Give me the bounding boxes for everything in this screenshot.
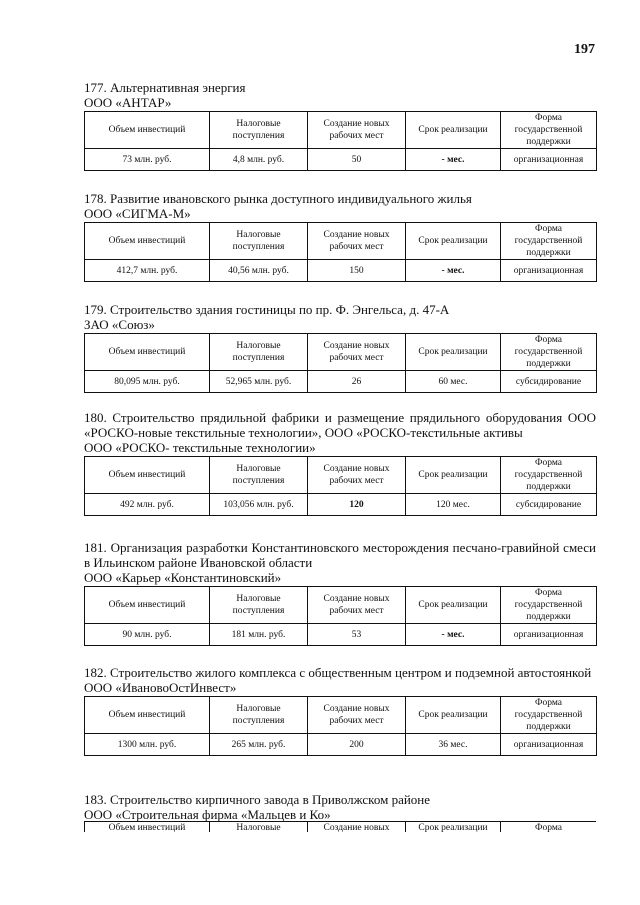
cell-jobs: 120 <box>308 494 406 516</box>
page-number: 197 <box>574 42 595 57</box>
project-org: ООО «АНТАР» <box>84 95 172 110</box>
cell-term: 36 мес. <box>406 734 501 756</box>
cell-tax: 52,965 млн. руб. <box>210 371 308 393</box>
table-header-row <box>85 457 597 494</box>
header-cell: Форма <box>501 822 597 833</box>
cell-tax: 40,56 млн. руб. <box>210 260 308 282</box>
header-cell: Создание новых рабочих мест <box>308 697 406 734</box>
project-title: 182. Строительство жилого комплекса с общественным центром и подземной автостоянкой <box>84 665 592 680</box>
project-org: ООО «Строительная фирма «Мальцев и Ко» <box>84 807 331 822</box>
project-table <box>84 111 597 171</box>
table-row <box>85 260 597 282</box>
table-row <box>85 371 597 393</box>
cell-investment: 1300 млн. руб. <box>85 734 210 756</box>
header-cell: Форма государственной поддержки <box>501 223 597 260</box>
cell-investment: 73 млн. руб. <box>85 149 210 171</box>
cell-support: субсидирование <box>501 371 597 393</box>
table-row <box>85 494 597 516</box>
project-182 <box>84 665 596 756</box>
cell-investment: 80,095 млн. руб. <box>85 371 210 393</box>
project-178 <box>84 191 596 282</box>
header-cell: Форма государственной поддержки <box>501 587 597 624</box>
cell-investment: 492 млн. руб. <box>85 494 210 516</box>
cell-support: организационная <box>501 624 597 646</box>
header-cell: Объем инвестиций <box>85 457 210 494</box>
project-table <box>84 586 597 646</box>
header-cell: Создание новых рабочих мест <box>308 334 406 371</box>
project-title: 183. Строительство кирпичного завода в Приволжском районе <box>84 792 431 807</box>
header-cell: Срок реализации <box>406 112 501 149</box>
cell-jobs: 150 <box>308 260 406 282</box>
header-cell: Создание новых рабочих мест <box>308 112 406 149</box>
partial-table <box>84 820 596 832</box>
header-cell: Форма государственной поддержки <box>501 457 597 494</box>
header-cell: Срок реализации <box>406 457 501 494</box>
table-header-row <box>85 587 597 624</box>
header-cell: Объем инвестиций <box>85 697 210 734</box>
project-org: ООО «СИГМА-М» <box>84 206 191 221</box>
cell-jobs: 200 <box>308 734 406 756</box>
table-row <box>85 624 597 646</box>
header-cell: Срок реализации <box>406 223 501 260</box>
cell-support: организационная <box>501 260 597 282</box>
header-cell: Создание новых рабочих мест <box>308 223 406 260</box>
table-header-row <box>85 822 597 833</box>
table-header-row <box>85 112 597 149</box>
header-cell: Налоговые поступления <box>210 223 308 260</box>
project-title: 181. Организация разработки Константиновского месторождения песчано-гравийной смеси в Ильинском районе Ивановской области <box>84 540 596 570</box>
project-org: ООО «Карьер «Константиновский» <box>84 570 282 585</box>
project-title: 177. Альтернативная энергия <box>84 80 246 95</box>
header-cell: Срок реализации <box>406 697 501 734</box>
cell-tax: 265 млн. руб. <box>210 734 308 756</box>
cell-jobs: 26 <box>308 371 406 393</box>
project-183 <box>84 792 596 822</box>
cell-term: - мес. <box>406 149 501 171</box>
table-header-row <box>85 334 597 371</box>
cell-support: организационная <box>501 734 597 756</box>
header-cell: Налоговые поступления <box>210 457 308 494</box>
cell-jobs: 53 <box>308 624 406 646</box>
cell-term: - мес. <box>406 624 501 646</box>
project-title: 179. Строительство здания гостиницы по пр. Ф. Энгельса, д. 47-А <box>84 302 450 317</box>
header-cell: Объем инвестиций <box>85 334 210 371</box>
project-title: 180. Строительство прядильной фабрики и размещение прядильного оборудования ООО «РОСКО-новые текстильные технологии», ООО «РОСКО-текстильные активы <box>84 410 596 440</box>
table-header-row <box>85 223 597 260</box>
header-cell: Объем инвестиций <box>85 112 210 149</box>
header-cell: Создание новых <box>308 822 406 833</box>
project-org: ООО «ИвановоОстИнвест» <box>84 680 237 695</box>
project-180 <box>84 410 596 516</box>
header-cell: Налоговые <box>210 822 308 833</box>
table-header-row <box>85 697 597 734</box>
project-177 <box>84 80 596 171</box>
header-cell: Срок реализации <box>406 822 501 833</box>
project-table <box>84 456 597 516</box>
header-cell: Срок реализации <box>406 587 501 624</box>
header-cell: Форма государственной поддержки <box>501 697 597 734</box>
project-table <box>84 696 597 756</box>
cell-tax: 181 млн. руб. <box>210 624 308 646</box>
table-row <box>85 734 597 756</box>
header-cell: Налоговые поступления <box>210 587 308 624</box>
table-row <box>85 149 597 171</box>
header-cell: Налоговые поступления <box>210 112 308 149</box>
header-cell: Создание новых рабочих мест <box>308 457 406 494</box>
project-org: ООО «РОСКО- текстильные технологии» <box>84 440 316 455</box>
header-cell: Объем инвестиций <box>85 223 210 260</box>
header-cell: Срок реализации <box>406 334 501 371</box>
header-cell: Форма государственной поддержки <box>501 334 597 371</box>
project-table <box>84 222 597 282</box>
header-cell: Налоговые поступления <box>210 334 308 371</box>
project-181 <box>84 540 596 646</box>
header-cell: Объем инвестиций <box>85 587 210 624</box>
cell-jobs: 50 <box>308 149 406 171</box>
project-table <box>84 821 596 832</box>
header-cell: Форма государственной поддержки <box>501 112 597 149</box>
cell-tax: 103,056 млн. руб. <box>210 494 308 516</box>
project-title: 178. Развитие ивановского рынка доступного индивидуального жилья <box>84 191 472 206</box>
cell-term: 60 мес. <box>406 371 501 393</box>
cell-term: - мес. <box>406 260 501 282</box>
cell-investment: 412,7 млн. руб. <box>85 260 210 282</box>
cell-investment: 90 млн. руб. <box>85 624 210 646</box>
project-org: ЗАО «Союз» <box>84 317 155 332</box>
project-table <box>84 333 597 393</box>
cell-tax: 4,8 млн. руб. <box>210 149 308 171</box>
project-179 <box>84 302 596 393</box>
cell-term: 120 мес. <box>406 494 501 516</box>
header-cell: Создание новых рабочих мест <box>308 587 406 624</box>
cell-support: субсидирование <box>501 494 597 516</box>
header-cell: Налоговые поступления <box>210 697 308 734</box>
header-cell: Объем инвестиций <box>85 822 210 833</box>
cell-support: организационная <box>501 149 597 171</box>
